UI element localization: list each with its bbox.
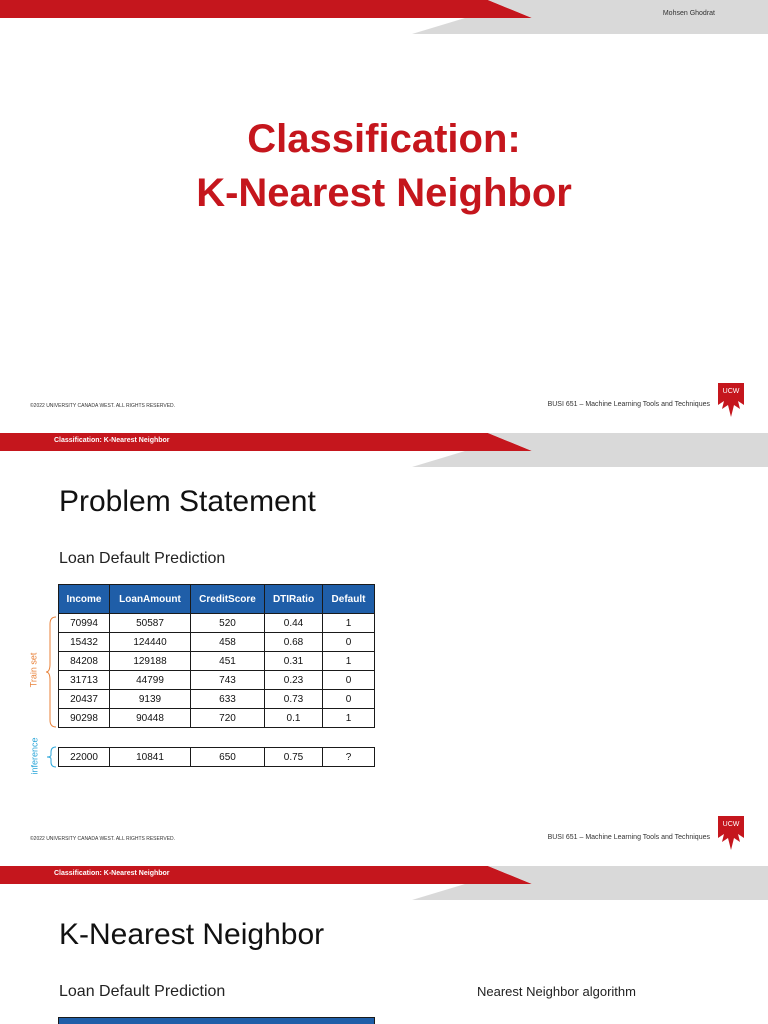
table-cell: 90448	[110, 709, 191, 728]
side-note: Nearest Neighbor algorithm	[477, 984, 636, 999]
table-cell: 10841	[110, 748, 191, 767]
table-header-row	[59, 585, 375, 614]
col-header: LoanAmount	[110, 585, 191, 614]
copyright: ©2022 UNIVERSITY CANADA WEST. ALL RIGHTS RESERVED.	[30, 403, 176, 409]
table-cell: 129188	[110, 652, 191, 671]
slide-title	[0, 0, 768, 433]
table-cell: 20437	[59, 690, 110, 709]
logo-text: UCW	[722, 821, 740, 828]
table-cell: 0	[323, 633, 375, 652]
course-name: BUSI 651 – Machine Learning Tools and Techniques	[547, 401, 710, 408]
table-row	[59, 614, 375, 633]
title-line-1: Classification:	[247, 117, 521, 161]
table-cell: 31713	[59, 671, 110, 690]
table-cell: 0.73	[265, 690, 323, 709]
table-cell: 0	[323, 671, 375, 690]
train-brace-icon	[46, 616, 58, 728]
table-cell: 650	[191, 748, 265, 767]
slide-title-text	[0, 112, 768, 220]
col-header: Default	[323, 585, 375, 614]
section-label: Classification: K-Nearest Neighbor	[54, 437, 170, 444]
table-cell: 0.68	[265, 633, 323, 652]
table-row	[59, 690, 375, 709]
course-name: BUSI 651 – Machine Learning Tools and Techniques	[547, 834, 710, 841]
table-cell: 15432	[59, 633, 110, 652]
inference-brace-icon	[46, 746, 58, 768]
slide-knn	[0, 866, 768, 1024]
ucw-logo-icon	[718, 383, 744, 417]
inference-row	[59, 748, 375, 767]
table-cell: 1	[323, 652, 375, 671]
table-cell: 0.23	[265, 671, 323, 690]
table-cell: 451	[191, 652, 265, 671]
train-table	[58, 584, 375, 728]
author-name: Mohsen Ghodrat	[662, 10, 715, 17]
table-cell: 90298	[59, 709, 110, 728]
table-header-partial	[58, 1017, 375, 1024]
train-set-label: Train set	[28, 652, 39, 688]
table-cell: 0.31	[265, 652, 323, 671]
table-cell: 743	[191, 671, 265, 690]
title-line-2: K-Nearest Neighbor	[196, 171, 572, 215]
table-cell: 44799	[110, 671, 191, 690]
slide-heading: Problem Statement	[59, 485, 316, 518]
table-cell: 124440	[110, 633, 191, 652]
table-cell: 0.1	[265, 709, 323, 728]
table-cell: 22000	[59, 748, 110, 767]
table-cell: 0.44	[265, 614, 323, 633]
header-bar	[0, 0, 768, 19]
slide-subheading: Loan Default Prediction	[59, 550, 226, 567]
table-cell: 1	[323, 709, 375, 728]
table-row	[59, 633, 375, 652]
table-row	[59, 709, 375, 728]
table-cell: 0	[323, 690, 375, 709]
table-cell: 70994	[59, 614, 110, 633]
table-cell: 458	[191, 633, 265, 652]
col-header: DTIRatio	[265, 585, 323, 614]
slide-problem-statement	[0, 433, 768, 866]
slide-heading: K-Nearest Neighbor	[59, 918, 325, 951]
table-cell: 9139	[110, 690, 191, 709]
table-cell: 633	[191, 690, 265, 709]
table-cell: 84208	[59, 652, 110, 671]
col-header: Income	[59, 585, 110, 614]
slide-subheading: Loan Default Prediction	[59, 983, 226, 1000]
header-bar-graphic	[0, 0, 768, 34]
section-label: Classification: K-Nearest Neighbor	[54, 870, 170, 877]
table-cell: 0.75	[265, 748, 323, 767]
table-row	[59, 652, 375, 671]
col-header: CreditScore	[191, 585, 265, 614]
table-cell: 520	[191, 614, 265, 633]
table-cell: 50587	[110, 614, 191, 633]
copyright: ©2022 UNIVERSITY CANADA WEST. ALL RIGHTS RESERVED.	[30, 836, 176, 842]
table-cell: 1	[323, 614, 375, 633]
table-cell: ?	[323, 748, 375, 767]
table-cell: 720	[191, 709, 265, 728]
inference-label: inference	[29, 737, 40, 775]
inference-table	[58, 747, 375, 767]
ucw-logo-icon	[718, 816, 744, 850]
table-row	[59, 671, 375, 690]
logo-text: UCW	[722, 388, 740, 395]
